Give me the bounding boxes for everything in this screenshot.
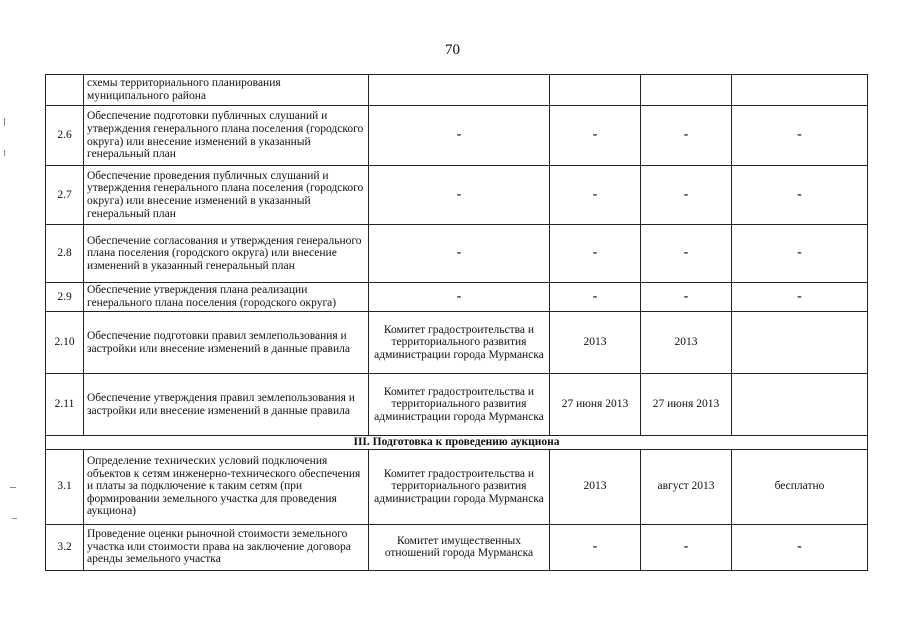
row-description: Обеспечение утверждения правил землепользования и застройки или внесение изменений в данные правила	[84, 374, 369, 436]
row-start	[550, 75, 641, 106]
section-header-row	[46, 436, 868, 450]
scan-mark	[12, 518, 17, 519]
row-description: Обеспечение подготовки правил землепользования и застройки или внесение изменений в данные правила	[84, 312, 369, 374]
row-cost	[732, 374, 868, 436]
row-start: -	[550, 166, 641, 225]
row-cost: -	[732, 166, 868, 225]
row-number: 2.8	[46, 225, 84, 283]
row-responsible: -	[369, 283, 550, 312]
scan-mark	[4, 118, 5, 126]
row-cost: бесплатно	[732, 449, 868, 524]
row-number: 2.11	[46, 374, 84, 436]
row-cost: -	[732, 283, 868, 312]
row-cost: -	[732, 106, 868, 166]
row-cost: -	[732, 225, 868, 283]
row-number: 2.7	[46, 166, 84, 225]
row-description: Проведение оценки рыночной стоимости земельного участка или стоимости права на заключение договора аренды земельного участка	[84, 524, 369, 570]
table-row	[46, 449, 868, 524]
row-description: Обеспечение проведения публичных слушаний и утверждения генерального плана поселения (городского округа) или внесение изменений в указанный генеральный план	[84, 166, 369, 225]
row-cost: -	[732, 524, 868, 570]
row-end: 2013	[641, 312, 732, 374]
row-end: -	[641, 166, 732, 225]
row-responsible: -	[369, 166, 550, 225]
row-description: схемы территориального планирования муниципального района	[84, 75, 369, 106]
row-description: Обеспечение утверждения плана реализации генерального плана поселения (городского округа)	[84, 283, 369, 312]
row-cost	[732, 75, 868, 106]
row-description: Определение технических условий подключения объектов к сетям инженерно-технического обеспечения и платы за подключение к таким сетям (при формировании земельного участка для проведения аукциона)	[84, 449, 369, 524]
row-start: 2013	[550, 312, 641, 374]
table-row	[46, 75, 868, 106]
row-start: 27 июня 2013	[550, 374, 641, 436]
row-responsible: Комитет имущественных отношений города Мурманска	[369, 524, 550, 570]
row-responsible	[369, 75, 550, 106]
row-cost	[732, 312, 868, 374]
table-row	[46, 524, 868, 570]
row-number: 3.2	[46, 524, 84, 570]
scan-mark	[10, 487, 16, 488]
row-number: 2.10	[46, 312, 84, 374]
row-end: -	[641, 106, 732, 166]
row-end: -	[641, 283, 732, 312]
scan-mark	[4, 150, 5, 156]
row-end: -	[641, 524, 732, 570]
row-responsible: Комитет градостроительства и территориального развития администрации города Мурманска	[369, 312, 550, 374]
row-start: -	[550, 524, 641, 570]
row-number	[46, 75, 84, 106]
row-description: Обеспечение подготовки публичных слушаний и утверждения генерального плана поселения (городского округа) или внесение изменений в указанный генеральный план	[84, 106, 369, 166]
section-header: III. Подготовка к проведению аукциона	[46, 436, 868, 450]
row-responsible: -	[369, 225, 550, 283]
table-row	[46, 225, 868, 283]
row-start: -	[550, 283, 641, 312]
row-number: 2.6	[46, 106, 84, 166]
row-responsible: -	[369, 106, 550, 166]
plan-table	[45, 74, 868, 571]
row-responsible: Комитет градостроительства и территориального развития администрации города Мурманска	[369, 374, 550, 436]
table-row	[46, 312, 868, 374]
row-start: 2013	[550, 449, 641, 524]
row-responsible: Комитет градостроительства и территориального развития администрации города Мурманска	[369, 449, 550, 524]
table-row	[46, 374, 868, 436]
row-description: Обеспечение согласования и утверждения генерального плана поселения (городского округа) или внесение изменений в указанный генеральный план	[84, 225, 369, 283]
table-row	[46, 106, 868, 166]
page-number: 70	[445, 42, 460, 58]
row-start: -	[550, 106, 641, 166]
table-row	[46, 283, 868, 312]
row-end: август 2013	[641, 449, 732, 524]
row-end	[641, 75, 732, 106]
row-number: 3.1	[46, 449, 84, 524]
row-end: -	[641, 225, 732, 283]
row-end: 27 июня 2013	[641, 374, 732, 436]
row-number: 2.9	[46, 283, 84, 312]
table-row	[46, 166, 868, 225]
row-start: -	[550, 225, 641, 283]
